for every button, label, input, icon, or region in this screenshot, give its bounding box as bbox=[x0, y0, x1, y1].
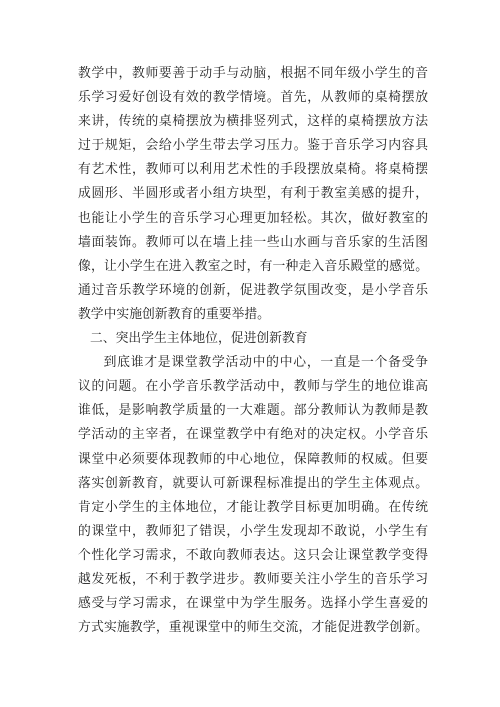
text-line: 到底谁才是课堂教学活动中的中心，一直是一个备受争 bbox=[103, 355, 428, 371]
text-line: 教学中实施创新教育的重要举措。 bbox=[78, 306, 270, 322]
text-line: 成圆形、半圆形或者小组方块型，有利于教室美感的提升， bbox=[78, 186, 428, 202]
text-line: 肯定小学生的主体地位，才能让教学目标更加明确。在传统 bbox=[78, 499, 428, 515]
text-line: 学活动的主宰者，在课堂教学中有绝对的决定权。小学音乐 bbox=[78, 427, 428, 443]
text-line: 谁低，是影响教学质量的一大难题。部分教师认为教师是教 bbox=[78, 403, 428, 419]
text-line: 的课堂中，教师犯了错误，小学生发现却不敢说，小学生有 bbox=[78, 523, 428, 539]
text-line: 方式实施教学，重视课堂中的师生交流，才能促进教学创新。 bbox=[78, 620, 428, 636]
text-line: 也能让小学生的音乐学习心理更加轻松。其次，做好教室的 bbox=[78, 210, 428, 226]
text-line: 过于规矩，会给小学生带去学习压力。鉴于音乐学习内容具 bbox=[78, 138, 428, 154]
section-heading: 二、突出学生主体地位，促进创新教育 bbox=[90, 331, 308, 347]
text-line: 感受与学习需求，在课堂中为学生服务。选择小学生喜爱的 bbox=[78, 596, 428, 612]
text-line: 落实创新教育，就要认可新课程标准提出的学生主体观点。 bbox=[78, 475, 428, 491]
text-line: 越发死板，不利于教学进步。教师要关注小学生的音乐学习 bbox=[78, 571, 428, 587]
text-line: 墙面装饰。教师可以在墙上挂一些山水画与音乐家的生活图 bbox=[78, 234, 428, 250]
text-line: 像，让小学生在进入教室之时，有一种走入音乐殿堂的感觉。 bbox=[78, 258, 428, 274]
text-line: 议的问题。在小学音乐教学活动中，教师与学生的地位谁高 bbox=[78, 379, 428, 395]
text-line: 课堂中必须要体现教师的中心地位，保障教师的权威。但要 bbox=[78, 451, 428, 467]
text-line: 个性化学习需求，不敢向教师表达。这只会让课堂教学变得 bbox=[78, 547, 428, 563]
text-line: 乐学习爱好创设有效的教学情境。首先，从教师的桌椅摆放 bbox=[78, 90, 428, 106]
article-body bbox=[78, 62, 428, 640]
text-line: 教学中，教师要善于动手与动脑，根据不同年级小学生的音 bbox=[78, 66, 428, 81]
text-line: 来讲，传统的桌椅摆放为横排竖列式，这样的桌椅摆放方法 bbox=[78, 114, 428, 130]
text-line: 通过音乐教学环境的创新，促进教学氛围改变，是小学音乐 bbox=[78, 282, 428, 298]
text-line: 有艺术性，教师可以利用艺术性的手段摆放桌椅。将桌椅摆 bbox=[78, 162, 428, 178]
